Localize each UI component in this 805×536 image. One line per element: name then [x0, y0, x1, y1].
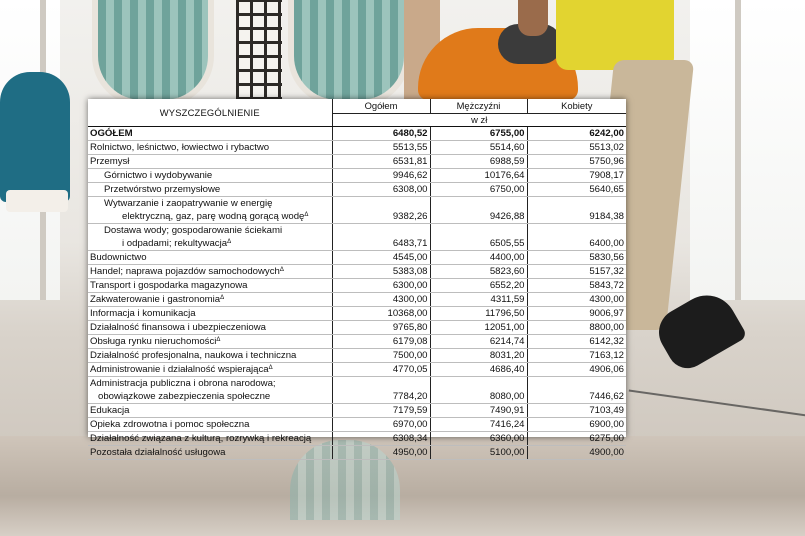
- cell-men: 11796,50: [430, 307, 527, 321]
- cell-women: 8800,00: [527, 321, 626, 335]
- cell-women: 6900,00: [527, 418, 626, 432]
- cell-total: 10368,00: [332, 307, 430, 321]
- row-label: Budownictwo: [88, 251, 332, 265]
- cell-men: 4686,40: [430, 363, 527, 377]
- table-row: [88, 363, 626, 377]
- table-row: [88, 141, 626, 155]
- cell-total: 9765,80: [332, 321, 430, 335]
- cell-men: 5514,60: [430, 141, 527, 155]
- table-row: [88, 127, 626, 141]
- row-label: Wytwarzanie i zaopatrywanie w energię: [88, 197, 332, 211]
- row-label: Górnictwo i wydobywanie: [88, 169, 332, 183]
- cell-men: 10176,64: [430, 169, 527, 183]
- table-row: [88, 404, 626, 418]
- footnote-mark: Δ: [216, 337, 221, 343]
- row-label: Pozostała działalność usługowa: [88, 446, 332, 460]
- cell-total: 4950,00: [332, 446, 430, 460]
- row-label: Edukacja: [88, 404, 332, 418]
- blue-armchair: [0, 72, 70, 202]
- cell-total: 4300,00: [332, 293, 430, 307]
- cell-men: 7416,24: [430, 418, 527, 432]
- cell-men: 6755,00: [430, 127, 527, 141]
- cell-women: 7908,17: [527, 169, 626, 183]
- table-row: [88, 293, 626, 307]
- cell-women: 5843,72: [527, 279, 626, 293]
- cell-women: 6400,00: [527, 237, 626, 251]
- footnote-mark: Δ: [279, 267, 284, 273]
- footnote-mark: Δ: [227, 239, 232, 245]
- cell-total: 9382,26: [332, 210, 430, 224]
- wage-table: [88, 99, 626, 460]
- cell-women: 5750,96: [527, 155, 626, 169]
- row-label: Przemysł: [88, 155, 332, 169]
- cell-men: 6360,00: [430, 432, 527, 446]
- egg-chair: [288, 0, 410, 106]
- cell-men: 6505,55: [430, 237, 527, 251]
- cell-total: 6531,81: [332, 155, 430, 169]
- header-label-column: WYSZCZEGÓLNIENIE: [88, 99, 332, 127]
- cell-men: 4311,59: [430, 293, 527, 307]
- window-right: [690, 0, 805, 300]
- worker-arm: [518, 0, 548, 36]
- egg-chair: [92, 0, 214, 106]
- row-label: Przetwórstwo przemysłowe: [88, 183, 332, 197]
- cell-total: 5513,55: [332, 141, 430, 155]
- row-label: Dostawa wody; gospodarowanie ściekami: [88, 224, 332, 238]
- table-row: [88, 307, 626, 321]
- table-row: [88, 155, 626, 169]
- cell-women: 4906,06: [527, 363, 626, 377]
- table-row: [88, 224, 626, 238]
- cell-men: 8031,20: [430, 349, 527, 363]
- row-label: Działalność finansowa i ubezpieczeniowa: [88, 321, 332, 335]
- row-label-continued: elektryczną, gaz, parę wodną gorącą wodę$^\Delta$: [88, 210, 332, 224]
- header-total: Ogółem: [332, 99, 430, 113]
- cell-women: 9006,97: [527, 307, 626, 321]
- cell-men: 5100,00: [430, 446, 527, 460]
- cell-total: 6480,52: [332, 127, 430, 141]
- power-cable: [629, 389, 805, 416]
- row-label: Zakwaterowanie i gastronomia$^\Delta$: [88, 293, 332, 307]
- cell-women: 6242,00: [527, 127, 626, 141]
- footnote-mark: Δ: [304, 212, 309, 218]
- footnote-mark: Δ: [220, 295, 225, 301]
- cell-total: 6179,08: [332, 335, 430, 349]
- cell-total: 9946,62: [332, 169, 430, 183]
- table-row: [88, 377, 626, 391]
- row-label: Transport i gospodarka magazynowa: [88, 279, 332, 293]
- row-label: OGÓŁEM: [88, 127, 332, 141]
- lattice-screen: [236, 0, 282, 100]
- table-row: [88, 210, 626, 224]
- cell-women: 5640,65: [527, 183, 626, 197]
- cell-total: 7179,59: [332, 404, 430, 418]
- table-row: [88, 432, 626, 446]
- cell-total: 6483,71: [332, 237, 430, 251]
- cell-women: 7163,12: [527, 349, 626, 363]
- header-men: Mężczyźni: [430, 99, 527, 113]
- cell-total: 7784,20: [332, 390, 430, 404]
- cell-women: 5157,32: [527, 265, 626, 279]
- cell-total: 6308,00: [332, 183, 430, 197]
- cell-men: 6750,00: [430, 183, 527, 197]
- cell-men: 5823,60: [430, 265, 527, 279]
- table-row: [88, 446, 626, 460]
- table-row: [88, 251, 626, 265]
- cell-women: 6275,00: [527, 432, 626, 446]
- row-label: Rolnictwo, leśnictwo, łowiectwo i rybactwo: [88, 141, 332, 155]
- cell-total: 6300,00: [332, 279, 430, 293]
- cell-total: 4770,05: [332, 363, 430, 377]
- window-frame: [735, 0, 741, 300]
- row-label: Działalność profesjonalna, naukowa i techniczna: [88, 349, 332, 363]
- row-label: Handel; naprawa pojazdów samochodowych$^\Delta$: [88, 265, 332, 279]
- cell-men: 6552,20: [430, 279, 527, 293]
- cell-total: 6308,34: [332, 432, 430, 446]
- header-unit: w zł: [332, 113, 626, 127]
- cell-women: 4900,00: [527, 446, 626, 460]
- table-row: [88, 279, 626, 293]
- row-label-continued: obowiązkowe zabezpieczenia społeczne: [88, 390, 332, 404]
- table-row: [88, 321, 626, 335]
- table-row: [88, 349, 626, 363]
- cell-men: 6988,59: [430, 155, 527, 169]
- table-row: [88, 237, 626, 251]
- cell-women: 7446,62: [527, 390, 626, 404]
- cell-women: 7103,49: [527, 404, 626, 418]
- table-row: [88, 390, 626, 404]
- cell-women: 5830,56: [527, 251, 626, 265]
- cell-women: 5513,02: [527, 141, 626, 155]
- cell-women: 4300,00: [527, 293, 626, 307]
- row-label-continued: i odpadami; rekultywacja$^\Delta$: [88, 237, 332, 251]
- cell-total: 6970,00: [332, 418, 430, 432]
- cell-total: 7500,00: [332, 349, 430, 363]
- cell-women: 6142,32: [527, 335, 626, 349]
- footnote-mark: Δ: [268, 365, 273, 371]
- wage-table-card: [88, 99, 626, 458]
- table-row: [88, 335, 626, 349]
- cell-men: 7490,91: [430, 404, 527, 418]
- cell-men: 4400,00: [430, 251, 527, 265]
- table-row: [88, 169, 626, 183]
- cell-men: 9426,88: [430, 210, 527, 224]
- cell-men: 12051,00: [430, 321, 527, 335]
- cell-total: 4545,00: [332, 251, 430, 265]
- table-row: [88, 265, 626, 279]
- table-row: [88, 418, 626, 432]
- cell-men: 6214,74: [430, 335, 527, 349]
- table-row: [88, 183, 626, 197]
- cell-men: 8080,00: [430, 390, 527, 404]
- row-label: Obsługa rynku nieruchomości$^\Delta$: [88, 335, 332, 349]
- cell-women: 9184,38: [527, 210, 626, 224]
- armchair-base: [6, 190, 68, 212]
- table-row: [88, 197, 626, 211]
- row-label: Informacja i komunikacja: [88, 307, 332, 321]
- header-women: Kobiety: [527, 99, 626, 113]
- cell-total: 5383,08: [332, 265, 430, 279]
- row-label: Działalność związana z kulturą, rozrywką i rekreacją: [88, 432, 332, 446]
- row-label: Administracja publiczna i obrona narodowa;: [88, 377, 332, 391]
- row-label: Administrowanie i działalność wspierająca$^\Delta$: [88, 363, 332, 377]
- row-label: Opieka zdrowotna i pomoc społeczna: [88, 418, 332, 432]
